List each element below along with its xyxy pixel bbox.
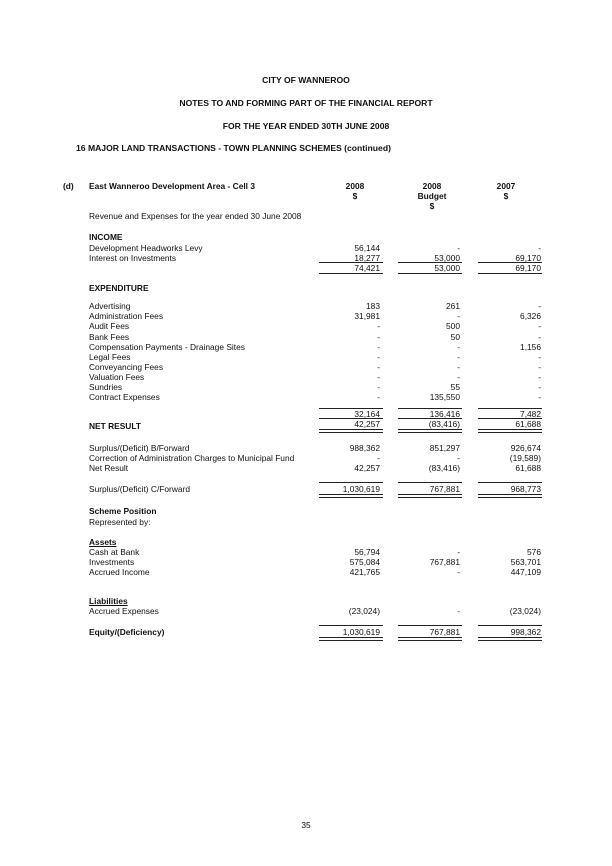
income-heading: INCOME — [89, 232, 123, 242]
section-title: 16 MAJOR LAND TRANSACTIONS - TOWN PLANNING SCHEMES (continued) — [76, 143, 391, 153]
value-2008: 56,794 — [354, 547, 380, 557]
col-header-budget — [402, 181, 462, 211]
liabilities-heading: Liabilities — [89, 596, 128, 606]
value-budget: 851,297 — [429, 443, 460, 453]
value-2007: 968,773 — [510, 484, 541, 494]
double-rule — [319, 429, 383, 433]
value-2008: 1,030,619 — [342, 627, 380, 637]
value-2008: 421,765 — [349, 567, 380, 577]
rule — [398, 625, 462, 626]
value-budget: - — [457, 606, 460, 616]
value-2007: 6,326 — [520, 311, 541, 321]
double-rule — [398, 429, 462, 433]
value-2008: 42,257 — [354, 419, 380, 429]
double-rule — [319, 494, 383, 498]
assets-heading: Assets — [89, 537, 117, 547]
total-budget: 53,000 — [434, 263, 460, 273]
page-number: 35 — [301, 820, 311, 830]
value-2007: - — [538, 321, 541, 331]
expenditure-heading: EXPENDITURE — [89, 283, 149, 293]
col-2008-year: 2008 — [345, 181, 365, 191]
value-2007: 69,170 — [515, 253, 541, 263]
value-2008: 31,981 — [354, 311, 380, 321]
value-2007: - — [538, 392, 541, 402]
rule — [478, 625, 542, 626]
value-2008: - — [377, 372, 380, 382]
rule — [398, 273, 462, 274]
col-budget-unit: $ — [429, 201, 435, 211]
subsection-title: East Wanneroo Development Area - Cell 3 — [89, 181, 255, 191]
double-rule — [478, 637, 542, 641]
rule — [319, 625, 383, 626]
value-budget: 55 — [450, 382, 460, 392]
col-header-2008 — [325, 181, 385, 201]
col-header-2007 — [476, 181, 536, 201]
col-budget-sub: Budget — [417, 191, 447, 201]
value-budget: 50 — [450, 332, 460, 342]
value-2008: - — [377, 342, 380, 352]
value-2007: 563,701 — [510, 557, 541, 567]
value-2007: - — [538, 362, 541, 372]
col-2007-year: 2007 — [496, 181, 516, 191]
col-budget-year: 2008 — [422, 181, 442, 191]
rule — [319, 273, 383, 274]
row-label: Net Result — [89, 463, 129, 473]
value-2007: 998,362 — [510, 627, 541, 637]
value-2008: (23,024) — [348, 606, 380, 616]
row-label: Valuation Fees — [89, 372, 145, 382]
row-label: Accrued Income — [89, 567, 150, 577]
row-label: Legal Fees — [89, 352, 131, 362]
equity-label: Equity/(Deficiency) — [89, 627, 165, 637]
value-budget: - — [457, 342, 460, 352]
subsection-letter: (d) — [63, 181, 74, 191]
row-label: Audit Fees — [89, 321, 130, 331]
value-2007: - — [538, 301, 541, 311]
value-2008: - — [377, 382, 380, 392]
value-2008: 56,144 — [354, 243, 380, 253]
row-label: Bank Fees — [89, 332, 130, 342]
value-2007: 61,688 — [515, 463, 541, 473]
value-2008: - — [377, 453, 380, 463]
value-budget: - — [457, 567, 460, 577]
row-label: Investments — [89, 557, 135, 567]
row-label: Conveyancing Fees — [89, 362, 164, 372]
row-label: Surplus/(Deficit) B/Forward — [89, 443, 190, 453]
value-2008: - — [377, 392, 380, 402]
value-2008: 183 — [366, 301, 380, 311]
value-2008: 42,257 — [354, 463, 380, 473]
value-budget: (83,416) — [428, 419, 460, 429]
value-2007: (19,589) — [509, 453, 541, 463]
double-rule — [478, 429, 542, 433]
value-2007: 1,156 — [520, 342, 541, 352]
value-2008: 1,030,619 — [342, 484, 380, 494]
value-budget: - — [457, 372, 460, 382]
scheme-subheading: Represented by: — [89, 517, 151, 527]
col-2008-unit: $ — [352, 191, 358, 201]
value-2007: - — [538, 382, 541, 392]
double-rule — [478, 494, 542, 498]
value-2008: - — [377, 362, 380, 372]
value-2007: - — [538, 243, 541, 253]
row-label: Interest on Investments — [89, 253, 177, 263]
value-budget: 767,881 — [429, 557, 460, 567]
value-budget: 53,000 — [434, 253, 460, 263]
value-budget: - — [457, 453, 460, 463]
value-2007: (23,024) — [509, 606, 541, 616]
value-budget: - — [457, 311, 460, 321]
row-label: Advertising — [89, 301, 131, 311]
value-2008: - — [377, 332, 380, 342]
value-2007: 61,688 — [515, 419, 541, 429]
double-rule — [398, 494, 462, 498]
value-budget: (83,416) — [428, 463, 460, 473]
value-2008: 575,084 — [349, 557, 380, 567]
value-budget: - — [457, 362, 460, 372]
value-2007: 576 — [527, 547, 541, 557]
value-budget: 135,550 — [429, 392, 460, 402]
value-budget: - — [457, 243, 460, 253]
value-budget: - — [457, 547, 460, 557]
value-2007: 926,674 — [510, 443, 541, 453]
value-2008: 988,362 — [349, 443, 380, 453]
total-2008: 32,164 — [354, 409, 380, 419]
value-2007: 447,109 — [510, 567, 541, 577]
value-budget: 500 — [446, 321, 460, 331]
value-budget: - — [457, 352, 460, 362]
row-label: Cash at Bank — [89, 547, 140, 557]
value-budget: 261 — [446, 301, 460, 311]
rule — [478, 273, 542, 274]
report-period: FOR THE YEAR ENDED 30TH JUNE 2008 — [222, 121, 390, 131]
row-label: Sundries — [89, 382, 123, 392]
row-label: Compensation Payments - Drainage Sites — [89, 342, 245, 352]
org-name: CITY OF WANNEROO — [262, 75, 350, 85]
rule — [478, 482, 542, 483]
total-2008: 74,421 — [354, 263, 380, 273]
value-2008: 18,277 — [354, 253, 380, 263]
value-2007: - — [538, 372, 541, 382]
total-2007: 69,170 — [515, 263, 541, 273]
double-rule — [319, 637, 383, 641]
row-label: Correction of Administration Charges to Municipal Fund — [89, 453, 295, 463]
rule — [319, 482, 383, 483]
value-2007: - — [538, 332, 541, 342]
total-2007: 7,482 — [520, 409, 541, 419]
report-title: NOTES TO AND FORMING PART OF THE FINANCIAL REPORT — [179, 98, 433, 108]
row-label: Accrued Expenses — [89, 606, 159, 616]
value-budget: 767,881 — [429, 484, 460, 494]
row-label: Surplus/(Deficit) C/Forward — [89, 484, 190, 494]
revenue-caption: Revenue and Expenses for the year ended 30 June 2008 — [89, 211, 302, 221]
value-2008: - — [377, 352, 380, 362]
value-2008: - — [377, 321, 380, 331]
double-rule — [398, 637, 462, 641]
row-label: Administration Fees — [89, 311, 164, 321]
col-2007-unit: $ — [503, 191, 509, 201]
value-2007: - — [538, 352, 541, 362]
total-budget: 136,416 — [429, 409, 460, 419]
row-label: Development Headworks Levy — [89, 243, 203, 253]
net-result-label: NET RESULT — [89, 421, 141, 431]
value-budget: 767,881 — [429, 627, 460, 637]
row-label: Contract Expenses — [89, 392, 160, 402]
rule — [398, 482, 462, 483]
scheme-heading: Scheme Position — [89, 506, 157, 516]
